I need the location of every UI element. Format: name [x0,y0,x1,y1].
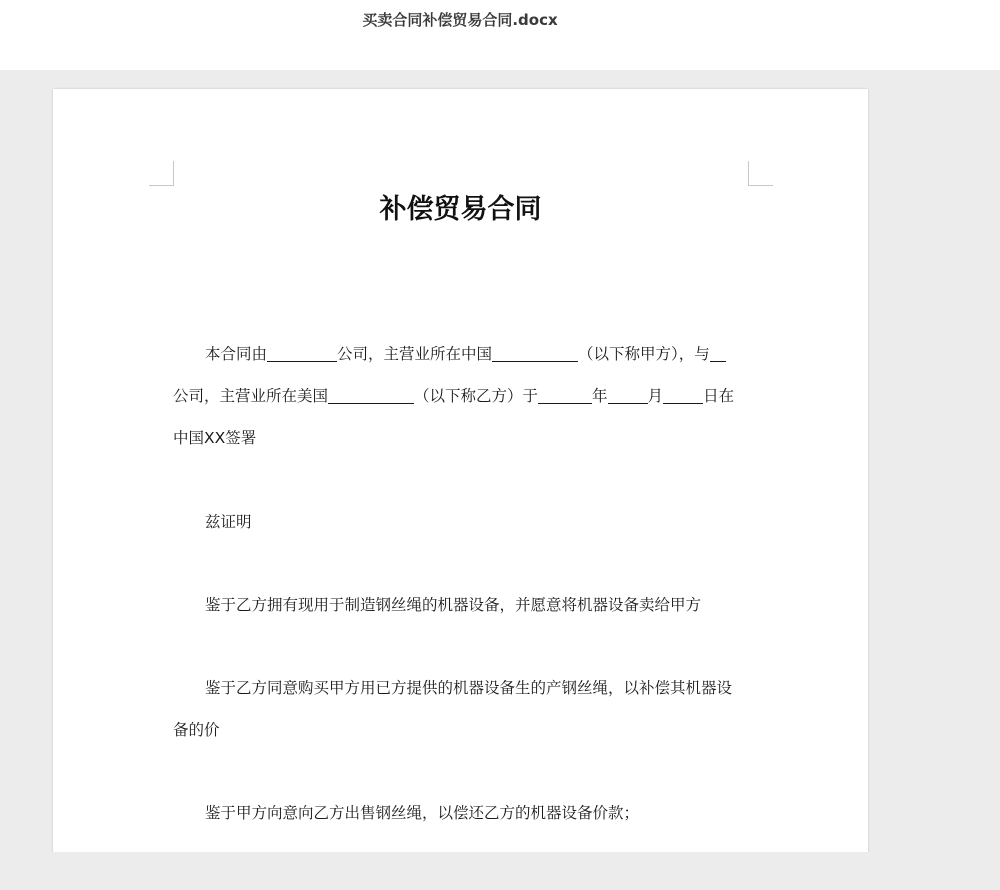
text-segment: 兹证明 [205,513,252,531]
paragraph-witnesseth [173,501,753,543]
text-segment: 鉴于甲方向意向乙方出售钢丝绳，以偿还乙方的机器设备价款； [205,804,640,822]
fill-blank-address-b [328,385,414,404]
fill-blank-company-a [267,343,337,362]
paragraph-recital-2 [173,667,753,751]
document-page [53,89,868,869]
bottom-bar [0,852,1000,890]
margin-corner-mark-left [149,161,174,186]
text-segment: 公司，主营业所在美国 [173,387,329,405]
text-segment: 本合同由 [205,345,268,363]
text-segment: 日在 [703,387,735,405]
text-segment: （以下称甲方），与 [578,345,710,363]
text-segment: （以下称乙方）于 [414,387,539,405]
text-segment: 备的价 [173,721,220,739]
margin-corner-mark-right [748,161,773,186]
paragraph-parties [173,333,753,459]
text-segment: 鉴于乙方拥有现用于制造钢丝绳的机器设备，并愿意将机器设备卖给甲方 [205,596,702,614]
text-segment: 中国XX签署 [173,429,257,447]
fill-blank-company-b [710,343,726,362]
paragraph-recital-3 [173,792,753,834]
fill-blank-year [538,385,592,404]
text-segment: 年 [592,387,608,405]
fill-blank-month [608,385,648,404]
title-bar [0,0,1000,70]
fill-blank-address-a [492,343,578,362]
text-segment: 鉴于乙方同意购买甲方用已方提供的机器设备生的产钢丝绳，以补偿其机器设 [205,679,733,697]
contract-title: 补偿贸易合同 [379,194,542,225]
text-segment: 月 [647,387,664,405]
document-viewer[interactable] [0,70,1000,890]
paragraph-recital-1 [173,584,753,626]
document-filename: 买卖合同补偿贸易合同.docx [362,11,558,29]
fill-blank-day [663,385,703,404]
text-segment: 公司，主营业所在中国 [337,345,493,363]
